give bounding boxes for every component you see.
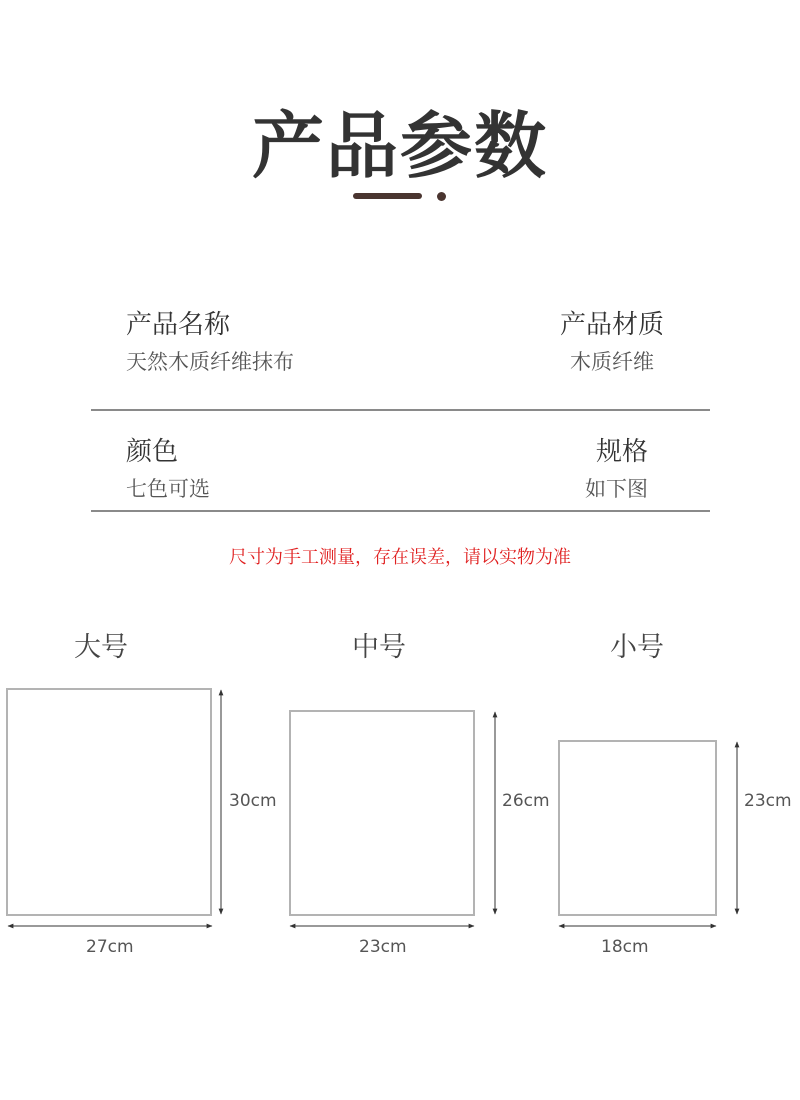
size-spec-value: 如下图 [585, 477, 648, 501]
small-width-text: 18cm [601, 937, 649, 957]
large-height-text: 30cm [229, 791, 277, 811]
size-spec-label: 规格 [595, 437, 648, 467]
product-material-label: 产品材质 [559, 310, 664, 340]
color-label: 颜色 [126, 437, 179, 467]
medium-width-text: 23cm [359, 937, 407, 957]
size-large-label: 大号 [74, 632, 128, 663]
size-small-label: 小号 [610, 632, 664, 663]
medium-height-text: 26cm [502, 791, 550, 811]
measurement-notice: 尺寸为手工测量，存在误差，请以实物为准 [229, 547, 571, 568]
page-title: 产品参数 [251, 104, 548, 188]
product-name-value: 天然木质纤维抹布 [126, 350, 294, 374]
large-width-text: 27cm [86, 937, 134, 957]
small-height-text: 23cm [744, 791, 792, 811]
size-medium-label: 中号 [352, 632, 406, 663]
color-value: 七色可选 [126, 477, 210, 501]
product-name-label: 产品名称 [126, 310, 231, 340]
product-material-value: 木质纤维 [570, 350, 654, 374]
